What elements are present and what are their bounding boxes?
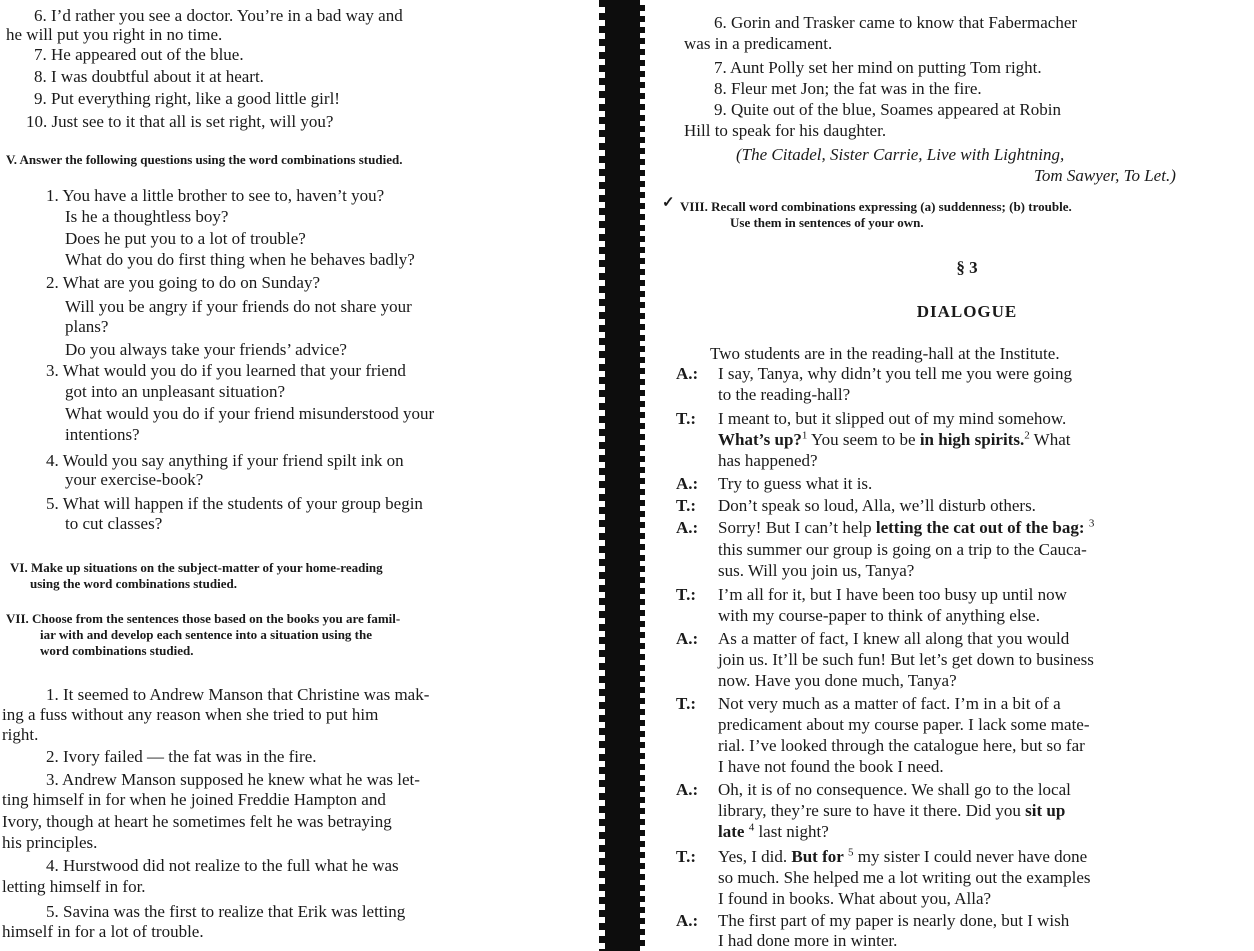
dialogue-line: Not very much as a matter of fact. I’m in a bit of a (718, 694, 1061, 713)
question-line: What do you do first thing when he behaves badly? (65, 250, 415, 269)
exercise-7-heading: iar with and develop each sentence into a situation using the (40, 627, 373, 642)
speaker-label: T.: (676, 496, 696, 515)
sentence-line: 6. Gorin and Trasker came to know that Fabermacher (714, 13, 1078, 32)
sentence-line: right. (2, 725, 39, 744)
checkmark-icon: ✓ (662, 195, 675, 211)
question-line: 1. You have a little brother to see to, haven’t you? (46, 186, 385, 205)
sentence-line: ting himself in for when he joined Freddie Hampton and (2, 790, 386, 809)
question-line: plans? (65, 317, 109, 336)
speaker-label: A.: (676, 518, 699, 537)
sentence-line: letting himself in for. (2, 877, 146, 896)
dialogue-text: my sister I could never have done (853, 847, 1088, 866)
book-sources: Tom Sawyer, To Let.) (1034, 166, 1176, 185)
phrase-bold: What’s up? (718, 430, 802, 449)
dialogue-intro: Two students are in the reading-hall at the Institute. (710, 344, 1060, 363)
sentence-line: himself in for a lot of trouble. (2, 922, 204, 941)
book-sources: (The Citadel, Sister Carrie, Live with Lightning, (736, 145, 1065, 164)
dialogue-line (718, 518, 1094, 537)
dialogue-text: last night? (754, 822, 829, 841)
question-line: 4. Would you say anything if your friend spilt ink on (46, 451, 404, 470)
phrase-bold: in high spirits. (919, 430, 1025, 449)
dialogue-line: so much. She helped me a lot writing out the examples (718, 868, 1091, 887)
dialogue-line: has happened? (718, 451, 818, 470)
phrase-bold: But for (791, 847, 844, 866)
right-page (640, 0, 1254, 951)
text-line: 7. He appeared out of the blue. (34, 45, 244, 64)
dialogue-text: You seem to be (807, 430, 920, 449)
dialogue-line (718, 430, 1071, 449)
sentence-line: 1. It seemed to Andrew Manson that Christine was mak- (46, 685, 430, 704)
text-line: 10. Just see to it that all is set right, will you? (26, 112, 334, 131)
speaker-label: T.: (676, 847, 696, 866)
dialogue-line: I’m all for it, but I have been too busy up until now (718, 585, 1067, 604)
dialogue-line: this summer our group is going on a trip to the Cauca- (718, 540, 1087, 559)
question-line: 5. What will happen if the students of your group begin (46, 494, 423, 513)
text-line: 6. I’d rather you see a doctor. You’re in a bad way and (34, 6, 403, 25)
sentence-line: 3. Andrew Manson supposed he knew what he was let- (46, 770, 420, 789)
sentence-line: Hill to speak for his daughter. (684, 121, 887, 140)
section-number: § 3 (956, 258, 978, 277)
question-line: your exercise-book? (65, 470, 204, 489)
footnote-marker: 3 (1088, 517, 1095, 530)
dialogue-text: What (1029, 430, 1071, 449)
dialogue-line: I found in books. What about you, Alla? (718, 889, 992, 908)
footnote-marker: 4 (748, 821, 755, 834)
exercise-7-heading: VII. Choose from the sentences those based on the books you are famil- (6, 611, 401, 626)
question-line: 3. What would you do if you learned that your friend (46, 361, 406, 380)
dialogue-text: Yes, I did. (718, 847, 792, 866)
dialogue-line: predicament about my course paper. I lack some mate- (718, 715, 1090, 734)
dialogue-line (718, 801, 1065, 820)
question-line: What would you do if your friend misunderstood your (65, 404, 435, 423)
exercise-5-heading: V. Answer the following questions using the word combinations studied. (6, 152, 403, 167)
dialogue-text: library, they’re sure to have it there. Did you (718, 801, 1026, 820)
question-line: intentions? (65, 425, 140, 444)
footnote-marker: 1 (801, 429, 808, 442)
dialogue-line: join us. It’ll be such fun! But let’s get down to business (718, 650, 1094, 669)
phrase-bold: sit up (1025, 801, 1066, 820)
dialogue-line: with my course-paper to think of anything else. (718, 606, 1040, 625)
dialogue-line: Try to guess what it is. (718, 474, 873, 493)
text-line: 9. Put everything right, like a good little girl! (34, 89, 340, 108)
dialogue-line: sus. Will you join us, Tanya? (718, 561, 915, 580)
speaker-label: T.: (676, 694, 696, 713)
sentence-line: 7. Aunt Polly set her mind on putting Tom right. (714, 58, 1042, 77)
dialogue-line (718, 847, 1087, 866)
dialogue-line: I say, Tanya, why didn’t you tell me you were going (718, 364, 1073, 383)
dialogue-text: Sorry! But I can’t help (718, 518, 876, 537)
sentence-line: 9. Quite out of the blue, Soames appeared at Robin (714, 100, 1061, 119)
exercise-7-heading: word combinations studied. (40, 643, 194, 658)
speaker-label: T.: (676, 585, 696, 604)
phrase-bold: late (718, 822, 745, 841)
speaker-label: T.: (676, 409, 696, 428)
speaker-label: A.: (676, 474, 699, 493)
exercise-8-heading: VIII. Recall word combinations expressing (a) suddenness; (b) trouble. (680, 199, 1072, 214)
dialogue-line: I meant to, but it slipped out of my mind somehow. (718, 409, 1067, 428)
text-line: 8. I was doubtful about it at heart. (34, 67, 264, 86)
sentence-line: 5. Savina was the first to realize that Erik was letting (46, 902, 406, 921)
sentence-line: 2. Ivory failed — the fat was in the fire. (46, 747, 317, 766)
sentence-line: 8. Fleur met Jon; the fat was in the fire. (714, 79, 982, 98)
exercise-8-heading: Use them in sentences of your own. (730, 215, 924, 230)
question-line: 2. What are you going to do on Sunday? (46, 273, 321, 292)
dialogue-line: now. Have you done much, Tanya? (718, 671, 957, 690)
speaker-label: A.: (676, 629, 699, 648)
dialogue-line (718, 822, 829, 841)
footnote-marker: 2 (1024, 429, 1030, 442)
phrase-bold: letting the cat out of the bag: (875, 518, 1085, 537)
section-title: DIALOGUE (916, 302, 1018, 321)
text-line: he will put you right in no time. (6, 25, 223, 44)
speaker-label: A.: (676, 911, 699, 930)
dialogue-line: The first part of my paper is nearly done, but I wish (718, 911, 1070, 930)
question-line: Will you be angry if your friends do not share your (65, 297, 412, 316)
exercise-6-heading: using the word combinations studied. (30, 576, 237, 591)
exercise-6-heading: VI. Make up situations on the subject-matter of your home-reading (10, 560, 383, 575)
sentence-line: ing a fuss without any reason when she tried to put him (2, 705, 379, 724)
dialogue-line: I have not found the book I need. (718, 757, 944, 776)
speaker-label: A.: (676, 780, 699, 799)
dialogue-line: As a matter of fact, I knew all along that you would (718, 629, 1070, 648)
dialogue-line: to the reading-hall? (718, 385, 851, 404)
sentence-line: 4. Hurstwood did not realize to the full what he was (46, 856, 399, 875)
question-line: got into an unpleasant situation? (65, 382, 286, 401)
question-line: Is he a thoughtless boy? (65, 207, 229, 226)
sentence-line: Ivory, though at heart he sometimes felt he was betraying (2, 812, 392, 831)
sentence-line: his principles. (2, 833, 98, 852)
question-line: to cut classes? (65, 514, 163, 533)
question-line: Do you always take your friends’ advice? (65, 340, 347, 359)
question-line: Does he put you to a lot of trouble? (65, 229, 306, 248)
sentence-line: was in a predicament. (684, 34, 833, 53)
speaker-label: A.: (676, 364, 699, 383)
dialogue-line: rial. I’ve looked through the catalogue here, but so far (718, 736, 1085, 755)
footnote-marker: 5 (848, 846, 854, 859)
book-gutter-shadow (605, 0, 640, 951)
dialogue-line: I had done more in winter. (718, 931, 898, 950)
left-page (0, 0, 605, 951)
dialogue-line: Don’t speak so loud, Alla, we’ll disturb others. (718, 496, 1036, 515)
dialogue-line: Oh, it is of no consequence. We shall go to the local (718, 780, 1071, 799)
